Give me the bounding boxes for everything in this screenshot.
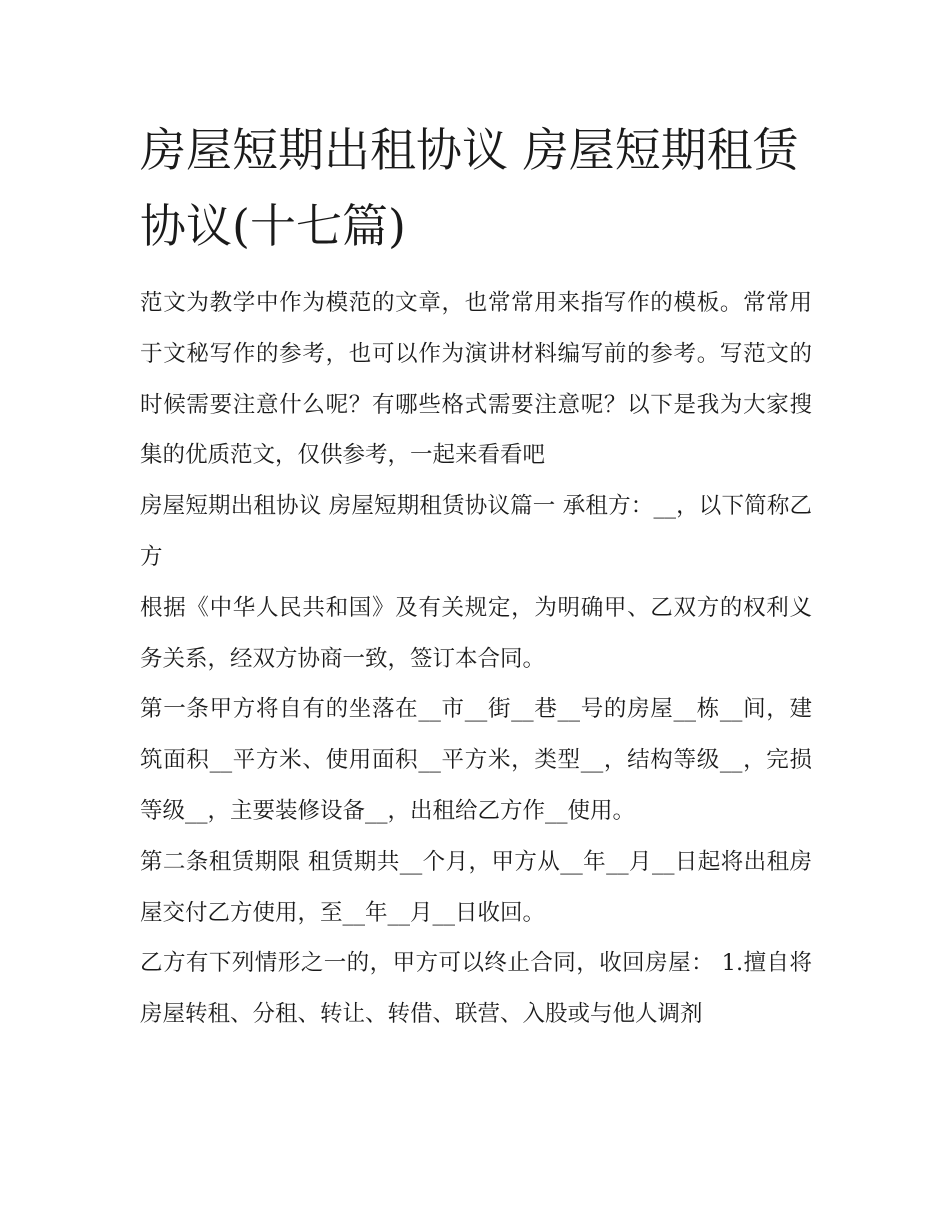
paragraph-basis: 根据《中华人民共和国》及有关规定，为明确甲、乙双方的权利义务关系，经双方协商一致，签订本合同。 bbox=[140, 594, 812, 672]
document-page bbox=[140, 112, 812, 1040]
paragraph-article-1: 第一条甲方将自有的坐落在__市__街__巷__号的房屋__栋__间，建筑面积__平方米、使用面积__平方米，类型__，结构等级__，完损等级__，主要装修设备__，出租给乙方作__使用。 bbox=[140, 696, 812, 824]
paragraph-article-2: 第二条租赁期限 租赁期共__个月，甲方从__年__月__日起将出租房屋交付乙方使用，至__年__月__日收回。 bbox=[140, 848, 812, 926]
paragraph-intro: 范文为教学中作为模范的文章，也常常用来指写作的模板。常常用于文秘写作的参考，也可以作为演讲材料编写前的参考。写范文的时候需要注意什么呢？有哪些格式需要注意呢？以下是我为大家搜集的优质范文，仅供参考，一起来看看吧 bbox=[140, 290, 812, 469]
paragraph-lessee: 房屋短期出租协议 房屋短期租赁协议篇一 承租方：__，以下简称乙方 bbox=[140, 493, 812, 570]
document-title: 房屋短期出租协议 房屋短期租赁协议(十七篇) bbox=[140, 123, 799, 253]
paragraph-termination: 乙方有下列情形之一的，甲方可以终止合同，收回房屋： 1.擅自将房屋转租、分租、转让、转借、联营、入股或与他人调剂 bbox=[140, 950, 812, 1028]
